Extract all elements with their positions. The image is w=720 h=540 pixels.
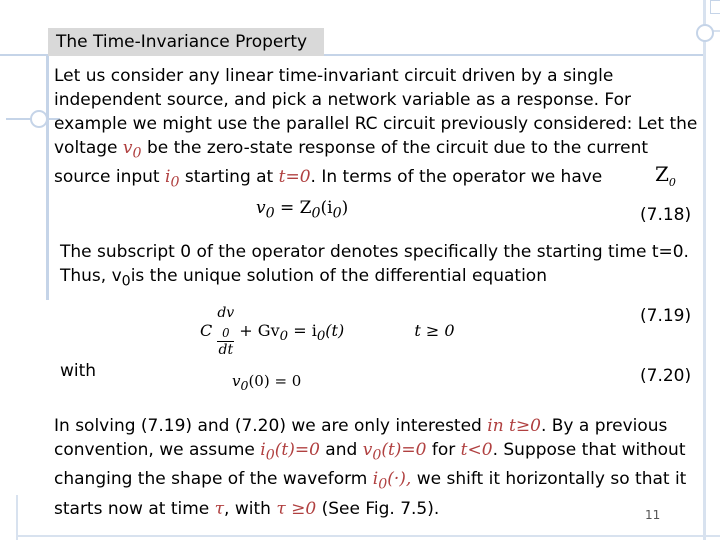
fraction: dv $_0$ dt	[217, 305, 235, 358]
text-run: Let us consider any linear time-invariant circuit driven by a single independent source, and pick a network variable as a response. For example we might use the parallel RC circuit previously considered: Let the voltage	[54, 66, 698, 158]
equation-7-20: $v_0(0) = 0$	[232, 372, 302, 393]
equation-number: (7.20)	[640, 366, 692, 386]
equation-number: (7.18)	[640, 205, 692, 225]
decorative-circle	[30, 110, 48, 128]
text-run: be the zero-state response of the circuit due to the current source input	[54, 138, 649, 188]
condition: t ≥ 0	[414, 320, 455, 340]
math-t0: t=0	[278, 167, 311, 188]
decorative-circle	[696, 24, 714, 42]
page-number: 11	[645, 508, 661, 522]
text-run: . In terms of the operator we have	[310, 167, 603, 188]
paragraph-subscript: The subscript 0 of the operator denotes specifically the starting time t=0. Thus, $v_0is$ the unique solution of the differential equation	[60, 242, 689, 290]
equation-7-19: C dv $_0$ dt + $Gv_0 = i_0(t) t \ge 0$	[200, 305, 455, 358]
decorative-line	[16, 495, 18, 540]
slide-title: The Time-Invariance Property	[48, 28, 324, 56]
decorative-line	[46, 55, 49, 300]
math-v0: $v_0$	[122, 138, 142, 162]
equation-7-18: $v_0 = Z_0(i_0)$	[256, 198, 349, 222]
math-i0: $i_0$	[165, 167, 180, 191]
text-run: starting at	[179, 167, 279, 188]
with-label: with	[60, 361, 97, 381]
paragraph-solving: In solving (7.19) and (7.20) we are only interested in t≥0. By a previous convention, we assume $i_0(t)=0$ and $v_0(t)=0$ for t<0. Suppose that without changing the shape of the waveform $i_0(\cdot)$, we shift it horizontally so that it starts now at time τ, with τ ≥0 (See Fig. 7.5).	[54, 416, 687, 519]
operator-symbol: $Z_0$	[655, 162, 676, 189]
paragraph-intro	[54, 64, 704, 195]
decorative-square	[710, 0, 720, 14]
equation-number: (7.19)	[640, 306, 692, 326]
decorative-line	[16, 535, 720, 537]
